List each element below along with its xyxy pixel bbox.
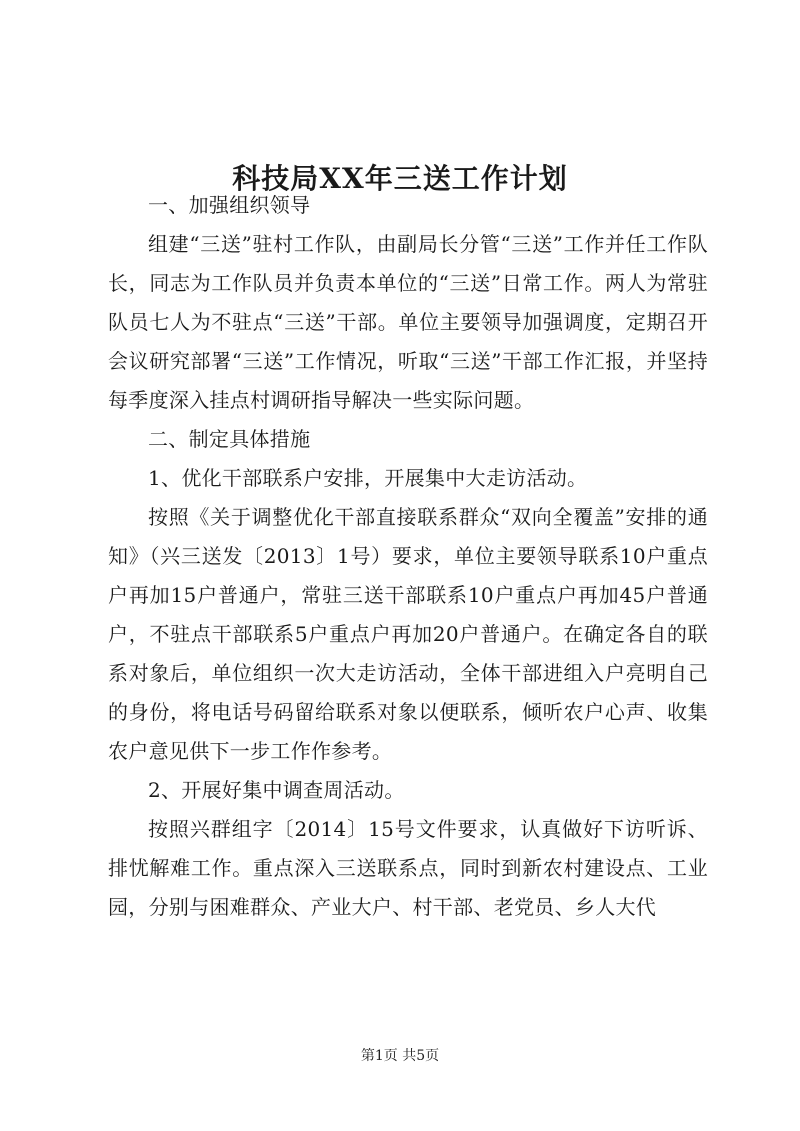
section-heading-2: 二、制定具体措施 (148, 427, 311, 451)
page-footer: 第1页 共5页 (360, 1048, 440, 1064)
document-body (108, 186, 708, 927)
subheading-2: 2、开展好集中调查周活动。 (148, 778, 405, 802)
paragraph-visits: 按照《关于调整优化干部直接联系群众“双向全覆盖”安排的通知》（兴三送发〔2013〕1号）要求，单位主要领导联系10户重点户再加15户普通户，常驻三送干部联系10户重点户再加45户普通户，不驻点干部联系5户重点户再加20户普通户。在确定各自的联系对象后，单位组织一次大走访活动，全体干部进组入户亮明自己的身份，将电话号码留给联系对象以便联系，倾听农户心声、收集农户意见供下一步工作作参考。 (108, 505, 708, 763)
subheading-1: 1、优化干部联系户安排，开展集中大走访活动。 (148, 466, 588, 490)
section-heading-1: 一、加强组织领导 (148, 193, 311, 217)
paragraph-survey: 按照兴群组字〔2014〕15号文件要求，认真做好下访听诉、排忧解难工作。重点深入三送联系点，同时到新农村建设点、工业园，分别与困难群众、产业大户、村干部、老党员、乡人大代 (108, 817, 708, 919)
paragraph-organization: 组建“三送”驻村工作队，由副局长分管“三送”工作并任工作队长，同志为工作队员并负责本单位的“三送”日常工作。两人为常驻队员七人为不驻点“三送”干部。单位主要领导加强调度，定期召开会议研究部署“三送”工作情况，听取“三送”干部工作汇报，并坚持每季度深入挂点村调研指导解决一些实际问题。 (108, 232, 708, 412)
document-title: 科技局XX年三送工作计划 (232, 161, 568, 195)
